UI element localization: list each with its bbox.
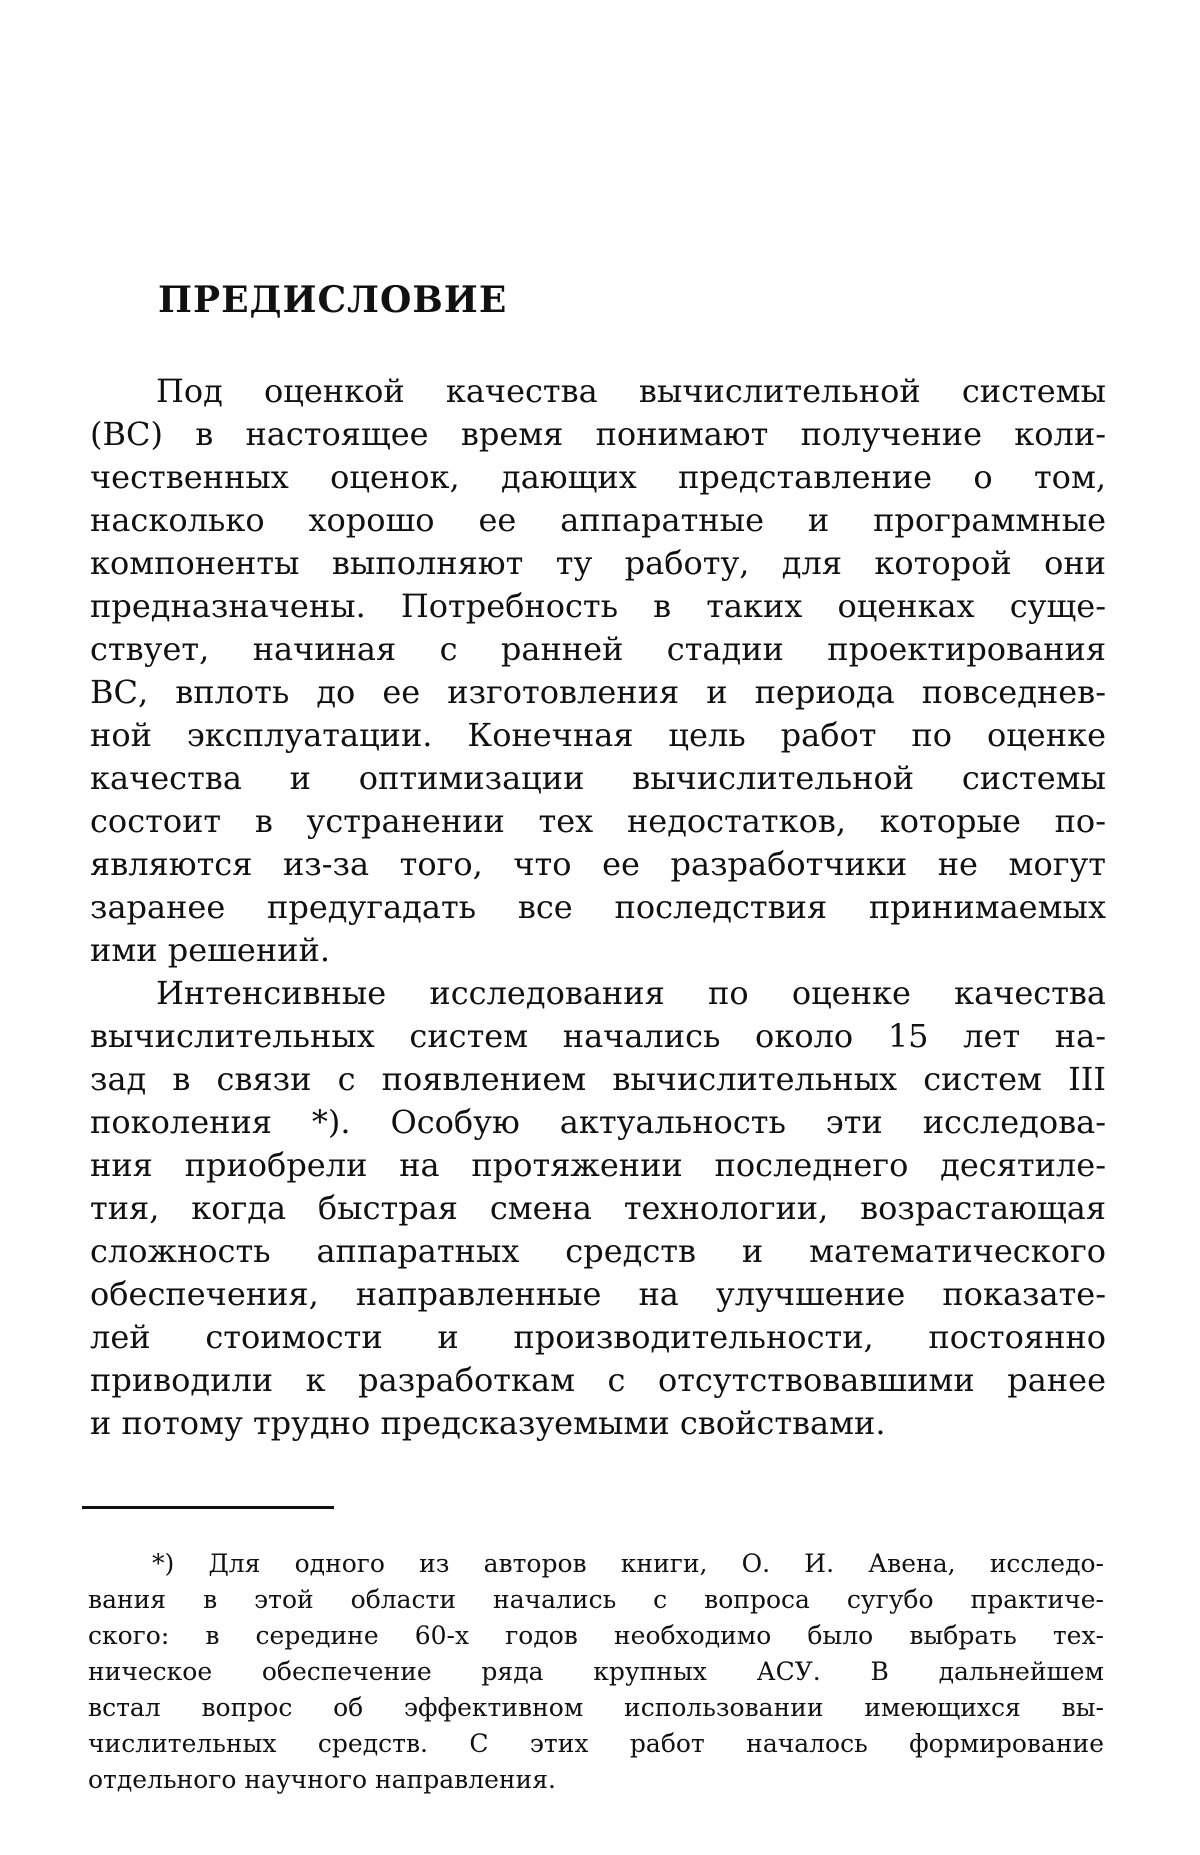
footnote-line: вания в этой области начались с вопроса сугубо практиче- xyxy=(88,1585,1104,1614)
paragraph-line: зад в связи с появлением вычислительных систем III xyxy=(90,1060,1106,1098)
paragraph-line: и потому трудно предсказуемыми свойствами. xyxy=(90,1404,886,1442)
paragraph-line: вычислительных систем начались около 15 лет на- xyxy=(90,1017,1106,1055)
paragraph-line: лей стоимости и производительности, постоянно xyxy=(90,1318,1106,1356)
paragraph-line: являются из-за того, что ее разработчики не могут xyxy=(90,845,1106,883)
paragraph-line: компоненты выполняют ту работу, для которой они xyxy=(90,544,1106,582)
paragraph-line: ствует, начиная с ранней стадии проектирования xyxy=(90,630,1106,668)
footnote-line: *) Для одного из авторов книги, О. И. Авена, исследо- xyxy=(152,1549,1104,1578)
paragraph-line: ной эксплуатации. Конечная цель работ по оценке xyxy=(90,716,1106,754)
footnote-line: числительных средств. С этих работ началось формирование xyxy=(88,1729,1104,1758)
footnote-line: встал вопрос об эффективном использовании имеющихся вы- xyxy=(88,1693,1104,1722)
paragraph-line: тия, когда быстрая смена технологии, возрастающая xyxy=(90,1189,1106,1227)
paragraph-line: Интенсивные исследования по оценке качества xyxy=(156,974,1106,1012)
footnote-line: ническое обеспечение ряда крупных АСУ. В дальнейшем xyxy=(88,1657,1104,1686)
paragraph-line: предназначены. Потребность в таких оценках суще- xyxy=(90,587,1106,625)
footnote-separator xyxy=(82,1506,334,1509)
paragraph-line: насколько хорошо ее аппаратные и программные xyxy=(90,501,1106,539)
paragraph-line: Под оценкой качества вычислительной системы xyxy=(156,372,1106,410)
footnote-line: ского: в середине 60-х годов необходимо было выбрать тех- xyxy=(88,1621,1104,1650)
paragraph-line: заранее предугадать все последствия принимаемых xyxy=(90,888,1106,926)
paragraph-line: состоит в устранении тех недостатков, которые по- xyxy=(90,802,1106,840)
paragraph-line: ВС, вплоть до ее изготовления и периода повседнев- xyxy=(90,673,1106,711)
body-text xyxy=(90,370,1106,1445)
paragraph-line: сложность аппаратных средств и математического xyxy=(90,1232,1106,1270)
page-title: ПРЕДИСЛОВИЕ xyxy=(158,279,508,321)
paragraph-line: качества и оптимизации вычислительной системы xyxy=(90,759,1106,797)
paragraph-line: поколения *). Особую актуальность эти исследова- xyxy=(90,1103,1106,1141)
footnote-line: отдельного научного направления. xyxy=(88,1765,556,1794)
paragraph-line: чественных оценок, дающих представление о том, xyxy=(90,458,1106,496)
paragraph-line: ния приобрели на протяжении последнего десятиле- xyxy=(90,1146,1106,1184)
paragraph-line: обеспечения, направленные на улучшение показате- xyxy=(90,1275,1106,1313)
paragraph-line: ими решений. xyxy=(90,931,330,969)
paragraph-line: приводили к разработкам с отсутствовавшими ранее xyxy=(90,1361,1106,1399)
footnote xyxy=(88,1546,1104,1798)
paragraph-line: (ВС) в настоящее время понимают получение коли- xyxy=(90,415,1106,453)
